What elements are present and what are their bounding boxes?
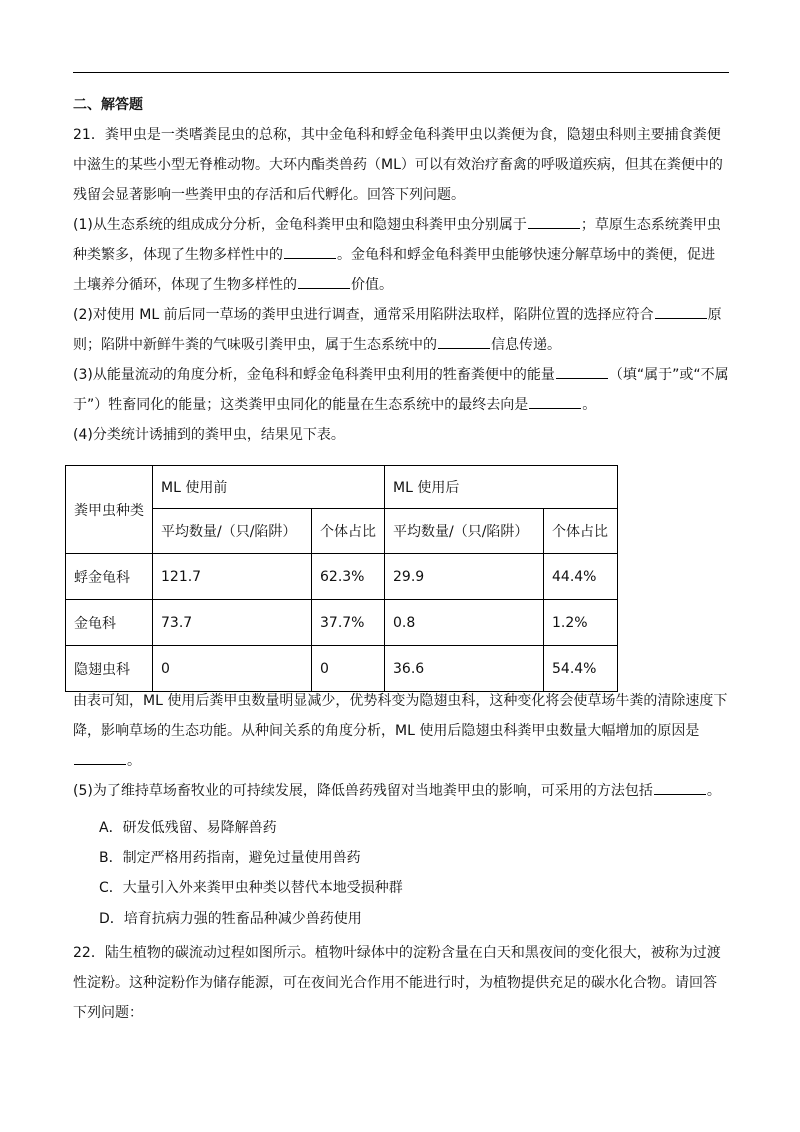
q21-intro-line-3: 残留会显著影响一些粪甲虫的存活和后代孵化。回答下列问题。 bbox=[73, 187, 465, 203]
table-cell: 隐翅虫科 bbox=[66, 646, 153, 692]
table-cell: 62.3% bbox=[312, 554, 385, 600]
option-b[interactable]: B．制定严格用药指南，避免过量使用兽药 bbox=[99, 850, 361, 866]
top-rule bbox=[73, 72, 729, 73]
answer-blank[interactable] bbox=[528, 213, 580, 229]
answer-blank[interactable] bbox=[654, 779, 706, 795]
after-table-text bbox=[73, 686, 729, 806]
answer-blank[interactable] bbox=[74, 749, 126, 765]
table-subheader-ratio: 个体占比 bbox=[312, 509, 385, 554]
table-row-header: 粪甲虫种类 bbox=[66, 466, 153, 554]
q21-part4-line: (4)分类统计诱捕到的粪甲虫，结果见下表。 bbox=[73, 427, 345, 443]
q22-line-1: 22．陆生植物的碳流动过程如图所示。植物叶绿体中的淀粉含量在白天和黑夜间的变化很大，被称为过渡 bbox=[73, 945, 721, 961]
q21-part1-line-2: 种类繁多，体现了生物多样性中的 。金龟科和蜉金龟科粪甲虫能够快速分解草场中的粪便，促进 bbox=[73, 240, 729, 270]
answer-blank[interactable] bbox=[298, 273, 350, 289]
q21-intro-line-1: 21．粪甲虫是一类嗜粪昆虫的总称，其中金龟科和蜉金龟科粪甲虫以粪便为食，隐翅虫科则主要捕食粪便 bbox=[73, 127, 721, 143]
question-21 bbox=[73, 90, 729, 450]
after-table-line-1: 由表可知，ML 使用后粪甲虫数量明显减少，优势科变为隐翅虫科，这种变化将会使草场牛粪的清除速度下 bbox=[73, 693, 728, 709]
q21-part3-line-2: 于”）牲畜同化的能量；这类粪甲虫同化的能量在生态系统中的最终去向是 。 bbox=[73, 390, 729, 420]
answer-blank[interactable] bbox=[284, 243, 336, 259]
table-cell: 36.6 bbox=[385, 646, 544, 692]
table-cell: 37.7% bbox=[312, 600, 385, 646]
table-row bbox=[66, 554, 618, 600]
q21-part2-line-1: (2)对使用 ML 前后同一草场的粪甲虫进行调查，通常采用陷阱法取样，陷阱位置的选择应符合 原 bbox=[73, 300, 729, 330]
answer-blank[interactable] bbox=[655, 303, 707, 319]
table-cell: 0 bbox=[312, 646, 385, 692]
table-cell: 1.2% bbox=[544, 600, 618, 646]
after-table-line-3: 。 bbox=[73, 746, 729, 776]
table-subheader-count: 平均数量/（只/陷阱） bbox=[153, 509, 312, 554]
q21-part1-line-1: (1)从生态系统的组成成分分析，金龟科粪甲虫和隐翅虫科粪甲虫分别属于 ；草原生态系统粪甲虫 bbox=[73, 210, 729, 240]
q21-part1-line-3: 土壤养分循环，体现了生物多样性的 价值。 bbox=[73, 270, 729, 300]
answer-blank[interactable] bbox=[556, 363, 608, 379]
table-cell: 121.7 bbox=[153, 554, 312, 600]
table-cell: 44.4% bbox=[544, 554, 618, 600]
option-a[interactable]: A．研发低残留、易降解兽药 bbox=[99, 820, 277, 836]
answer-blank[interactable] bbox=[529, 393, 581, 409]
table-cell: 29.9 bbox=[385, 554, 544, 600]
table-subheader-ratio: 个体占比 bbox=[544, 509, 618, 554]
option-c[interactable]: C．大量引入外来粪甲虫种类以替代本地受损种群 bbox=[99, 880, 403, 896]
q21-part3-line-1: (3)从能量流动的角度分析，金龟科和蜉金龟科粪甲虫利用的牲畜粪便中的能量 （填“属于”或“不属 bbox=[73, 360, 729, 390]
table-cell: 蜉金龟科 bbox=[66, 554, 153, 600]
q22-line-2: 性淀粉。这种淀粉作为储存能源，可在夜间光合作用不能进行时，为植物提供充足的碳水化合物。请回答 bbox=[73, 975, 717, 991]
table-cell: 0.8 bbox=[385, 600, 544, 646]
table-group-before: ML 使用前 bbox=[153, 466, 385, 509]
data-table bbox=[65, 465, 618, 692]
q21-intro-line-2: 中滋生的某些小型无脊椎动物。大环内酯类兽药（ML）可以有效治疗畜禽的呼吸道疾病，但其在粪便中的 bbox=[73, 157, 723, 173]
option-d[interactable]: D．培育抗病力强的牲畜品种减少兽药使用 bbox=[99, 911, 362, 927]
q21-part2-line-2: 则；陷阱中新鲜牛粪的气味吸引粪甲虫，属于生态系统中的 信息传递。 bbox=[73, 330, 729, 360]
table-row bbox=[66, 600, 618, 646]
table-cell: 金龟科 bbox=[66, 600, 153, 646]
table-subheader-count: 平均数量/（只/陷阱） bbox=[385, 509, 544, 554]
table-cell: 73.7 bbox=[153, 600, 312, 646]
table-cell: 0 bbox=[153, 646, 312, 692]
q21-part5-line: (5)为了维持草场畜牧业的可持续发展，降低兽药残留对当地粪甲虫的影响，可采用的方法包括 。 bbox=[73, 776, 729, 806]
after-table-line-2: 降，影响草场的生态功能。从种间关系的角度分析，ML 使用后隐翅虫科粪甲虫数量大幅增加的原因是 bbox=[73, 723, 700, 739]
section-title: 二、解答题 bbox=[73, 97, 143, 113]
question-22 bbox=[73, 938, 729, 1028]
table-row bbox=[66, 646, 618, 692]
table-cell: 54.4% bbox=[544, 646, 618, 692]
table-group-after: ML 使用后 bbox=[385, 466, 618, 509]
answer-blank[interactable] bbox=[438, 333, 490, 349]
q22-line-3: 下列问题： bbox=[73, 1005, 143, 1021]
